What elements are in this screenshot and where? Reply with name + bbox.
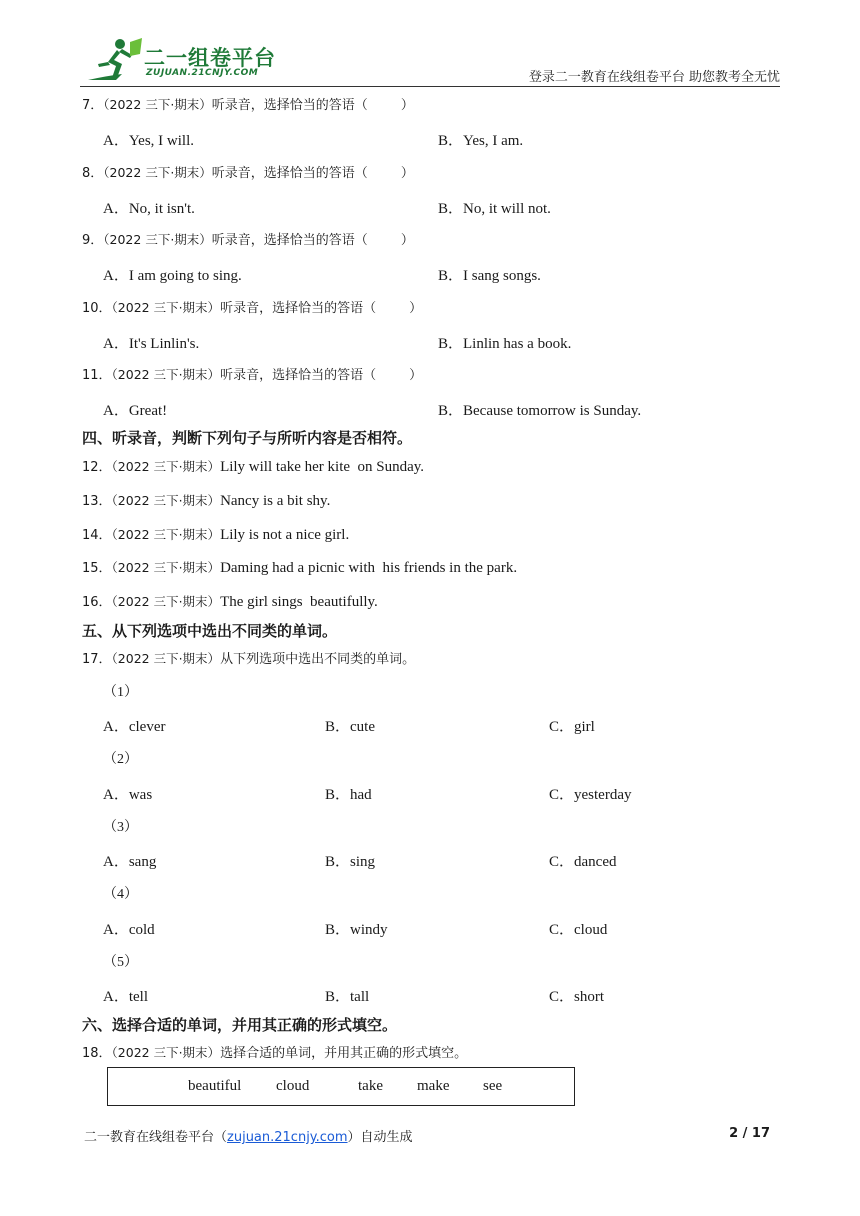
question-13: 13．（2022 三下·期末）Nancy is a bit shy. <box>82 493 331 509</box>
option-a: A．Great! <box>103 403 168 419</box>
word-bank-box <box>107 1067 575 1106</box>
question-18: 18．（2022 三下·期末）选择合适的单词，并用其正确的形式填空。 <box>82 1045 468 1061</box>
option-c: C．girl <box>549 719 595 735</box>
word-bank-item: make <box>417 1078 450 1094</box>
section-title: 五、从下列选项中选出不同类的单词。 <box>82 622 338 640</box>
option-b: B．Linlin has a book. <box>438 336 572 352</box>
runner-logo-icon <box>86 36 144 84</box>
option-b: B．I sang songs. <box>438 268 541 284</box>
option-c: C．short <box>549 989 605 1005</box>
section-title: 四、听录音，判断下列句子与所听内容是否相符。 <box>82 429 413 447</box>
footer-link[interactable]: zujuan.21cnjy.com <box>227 1130 348 1145</box>
question-10: 10．（2022 三下·期末）听录音，选择恰当的答语（ ） <box>82 300 423 316</box>
logo-subtitle: ZUJUAN.21CNJY.COM <box>146 68 259 78</box>
section-title: 六、选择合适的单词，并用其正确的形式填空。 <box>82 1016 398 1034</box>
word-bank-item: cloud <box>276 1078 310 1094</box>
question-17: 17．（2022 三下·期末）从下列选项中选出不同类的单词。 <box>82 651 416 667</box>
option-a: A．It's Linlin's. <box>103 336 200 352</box>
option-b: B．sing <box>325 854 376 870</box>
option-b: B．windy <box>325 922 388 938</box>
question-8: 8．（2022 三下·期末）听录音，选择恰当的答语（ ） <box>82 165 414 181</box>
option-b: B．No, it will not. <box>438 201 551 217</box>
option-b: B．had <box>325 787 372 803</box>
option-b: B．cute <box>325 719 375 735</box>
option-a: A．Yes, I will. <box>103 133 194 149</box>
option-a: A．sang <box>103 854 157 870</box>
option-a: A．was <box>103 787 153 803</box>
option-a: A．No, it isn't. <box>103 201 195 217</box>
page-number: 2 / 17 <box>729 1126 770 1141</box>
sub-question-label: （4） <box>103 887 138 902</box>
option-b: B．tall <box>325 989 370 1005</box>
option-b: B．Because tomorrow is Sunday. <box>438 403 642 419</box>
header-slogan: 登录二一教育在线组卷平台 助您教考全无忧 <box>528 70 780 85</box>
question-12: 12．（2022 三下·期末）Lily will take her kite on Sunday. <box>82 459 425 475</box>
question-15: 15．（2022 三下·期末）Daming had a picnic with his friends in the park. <box>82 560 518 576</box>
option-a: A．I am going to sing. <box>103 268 242 284</box>
page-header <box>80 36 780 86</box>
question-11: 11．（2022 三下·期末）听录音，选择恰当的答语（ ） <box>82 367 423 383</box>
option-a: A．tell <box>103 989 148 1005</box>
sub-question-label: （3） <box>103 820 138 835</box>
question-7: 7．（2022 三下·期末）听录音，选择恰当的答语（ ） <box>82 97 414 113</box>
option-c: C．cloud <box>549 922 608 938</box>
word-bank-item: beautiful <box>188 1078 242 1094</box>
option-a: A．cold <box>103 922 155 938</box>
sub-question-label: （5） <box>103 955 138 970</box>
logo-title: 二一组卷平台 <box>144 46 276 70</box>
question-9: 9．（2022 三下·期末）听录音，选择恰当的答语（ ） <box>82 232 414 248</box>
question-16: 16．（2022 三下·期末）The girl sings beautifully. <box>82 594 378 610</box>
header-divider <box>80 86 780 87</box>
option-c: C．danced <box>549 854 617 870</box>
question-14: 14．（2022 三下·期末）Lily is not a nice girl. <box>82 527 350 543</box>
word-bank-item: take <box>358 1078 383 1094</box>
option-b: B．Yes, I am. <box>438 133 524 149</box>
logo <box>86 36 286 84</box>
word-bank-item: see <box>483 1078 503 1094</box>
option-c: C．yesterday <box>549 787 632 803</box>
sub-question-label: （2） <box>103 752 138 767</box>
footer-source: 二一教育在线组卷平台（zujuan.21cnjy.com）自动生成 <box>84 1130 413 1145</box>
option-a: A．clever <box>103 719 166 735</box>
sub-question-label: （1） <box>103 685 138 700</box>
